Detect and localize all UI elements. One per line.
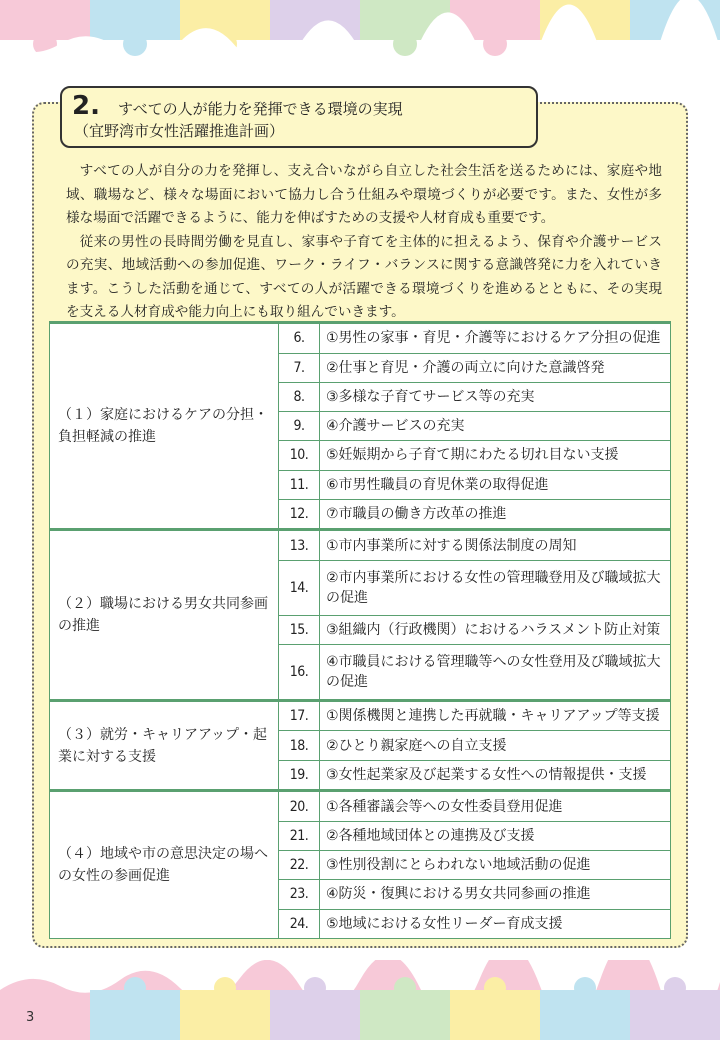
measure-text: ④市職員における管理職等への女性登用及び職域拡大の促進 bbox=[320, 644, 671, 700]
measure-text: ①各種審議会等への女性委員登用促進 bbox=[320, 791, 671, 822]
measure-number: 14. bbox=[279, 560, 320, 615]
section-subtitle: （宜野湾市女性活躍推進計画） bbox=[74, 122, 285, 140]
table-row bbox=[50, 791, 671, 822]
measure-number: 23. bbox=[279, 880, 320, 909]
measure-number: 20. bbox=[279, 791, 320, 822]
measure-text: ①関係機関と連携した再就職・キャリアアップ等支援 bbox=[320, 700, 671, 731]
measure-number: 18. bbox=[279, 731, 320, 760]
measure-number: 15. bbox=[279, 615, 320, 644]
group-label: （４）地域や市の意思決定の場への女性の参画促進 bbox=[50, 791, 279, 939]
puzzle-decoration-bottom bbox=[0, 960, 720, 1040]
measure-number: 7. bbox=[279, 353, 320, 382]
page-number: 3 bbox=[26, 1010, 35, 1025]
measures-table bbox=[49, 321, 671, 939]
intro-paragraph: すべての人が自分の力を発揮し、支え合いながら自立した社会生活を送るためには、家庭や地域、職場など、様々な場面において協力し合う仕組みや環境づくりが必要です。また、女性が多様な場面で活躍できるように、能力を伸ばすための支援や人材育成も重要です。 bbox=[66, 163, 662, 226]
measure-text: ⑦市職員の働き方改革の推進 bbox=[320, 499, 671, 530]
measure-number: 21. bbox=[279, 821, 320, 850]
measure-text: ⑤地域における女性リーダー育成支援 bbox=[320, 909, 671, 938]
measure-number: 10. bbox=[279, 441, 320, 470]
measure-text: ②仕事と育児・介護の両立に向けた意識啓発 bbox=[320, 353, 671, 382]
measure-text: ⑥市男性職員の育児休業の取得促進 bbox=[320, 470, 671, 499]
section-title: すべての人が能力を発揮できる環境の実現 bbox=[117, 100, 403, 118]
measure-text: ②ひとり親家庭への自立支援 bbox=[320, 731, 671, 760]
measure-text: ⑤妊娠期から子育て期にわたる切れ目ない支援 bbox=[320, 441, 671, 470]
measure-text: ④介護サービスの充実 bbox=[320, 412, 671, 441]
measure-number: 11. bbox=[279, 470, 320, 499]
measure-number: 8. bbox=[279, 382, 320, 411]
measure-number: 16. bbox=[279, 644, 320, 700]
intro-text bbox=[66, 160, 662, 325]
measure-text: ④防災・復興における男女共同参画の推進 bbox=[320, 880, 671, 909]
table-row bbox=[50, 323, 671, 354]
measure-text: ③多様な子育てサービス等の充実 bbox=[320, 382, 671, 411]
measure-text: ②各種地域団体との連携及び支援 bbox=[320, 821, 671, 850]
measure-number: 24. bbox=[279, 909, 320, 938]
section-title-box bbox=[60, 86, 538, 148]
group-label: （２）職場における男女共同参画の推進 bbox=[50, 530, 279, 701]
table-row bbox=[50, 700, 671, 731]
measure-text: ③女性起業家及び起業する女性への情報提供・支援 bbox=[320, 760, 671, 791]
group-label: （１）家庭におけるケアの分担・負担軽減の推進 bbox=[50, 323, 279, 530]
measure-text: ①市内事業所に対する関係法制度の周知 bbox=[320, 530, 671, 561]
measure-number: 22. bbox=[279, 851, 320, 880]
measure-number: 9. bbox=[279, 412, 320, 441]
puzzle-decoration-top bbox=[0, 0, 720, 70]
measure-text: ③組織内（行政機関）におけるハラスメント防止対策 bbox=[320, 615, 671, 644]
measure-text: ①男性の家事・育児・介護等におけるケア分担の促進 bbox=[320, 323, 671, 354]
table-row bbox=[50, 530, 671, 561]
section-number: 2. bbox=[72, 91, 100, 121]
group-label: （３）就労・キャリアアップ・起業に対する支援 bbox=[50, 700, 279, 790]
measure-number: 12. bbox=[279, 499, 320, 530]
measure-number: 19. bbox=[279, 760, 320, 791]
measure-number: 13. bbox=[279, 530, 320, 561]
measure-number: 6. bbox=[279, 323, 320, 354]
measure-number: 17. bbox=[279, 700, 320, 731]
measure-text: ②市内事業所における女性の管理職登用及び職域拡大の促進 bbox=[320, 560, 671, 615]
measure-text: ③性別役割にとらわれない地域活動の促進 bbox=[320, 851, 671, 880]
intro-paragraph: 従来の男性の長時間労働を見直し、家事や子育てを主体的に担えるよう、保育や介護サービスの充実、地域活動への参加促進、ワーク・ライフ・バランスに関する意識啓発に力を入れていきます。こうした活動を通じて、すべての人が活躍できる環境づくりを進めるとともに、その実現を支える人材育成や能力向上にも取り組んでいきます。 bbox=[66, 233, 662, 320]
